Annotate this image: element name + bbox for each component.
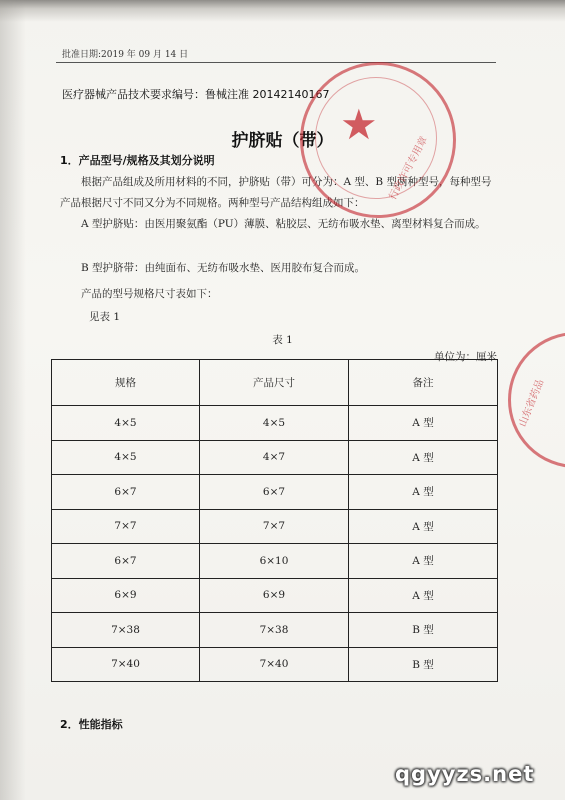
table-cell: A 型 bbox=[349, 440, 498, 475]
spec-table bbox=[51, 359, 498, 682]
table-cell: 6×9 bbox=[200, 578, 349, 613]
table-row bbox=[52, 613, 498, 648]
page-top-shadow bbox=[0, 0, 565, 22]
table-cell: 7×38 bbox=[52, 613, 200, 648]
table-cell: 4×7 bbox=[200, 440, 349, 475]
table-row bbox=[52, 509, 498, 544]
table-header-cell: 产品尺寸 bbox=[200, 360, 349, 406]
table-header-row bbox=[52, 360, 498, 406]
table-cell: A 型 bbox=[349, 406, 498, 441]
table-cell: 4×5 bbox=[200, 406, 349, 441]
table-cell: 7×38 bbox=[200, 613, 349, 648]
table-cell: 6×7 bbox=[200, 475, 349, 510]
table-row bbox=[52, 647, 498, 682]
section2-heading: 2．性能指标 bbox=[60, 718, 123, 731]
document-title: 护脐贴（带） bbox=[231, 131, 334, 151]
table-unit: 单位为：厘米 bbox=[434, 351, 497, 363]
table-cell: 4×5 bbox=[52, 440, 200, 475]
approval-date: 批准日期:2019 年 09 月 14 日 bbox=[62, 50, 189, 60]
stamp1-text: 行政许可专用章 bbox=[387, 134, 431, 202]
table-cell: A 型 bbox=[349, 544, 498, 579]
table-header-cell: 备注 bbox=[349, 360, 498, 406]
table-header-cell: 规格 bbox=[52, 360, 200, 406]
section1-para1: 根据产品组成及所用材料的不同，护脐贴（带）可分为：A 型、B 型两种型号，每种型号产品根据尺寸不同又分为不同规格。两种型号产品结构组成如下： bbox=[60, 176, 492, 209]
table-caption: 表 1 bbox=[272, 334, 293, 346]
table-cell: B 型 bbox=[349, 613, 498, 648]
table-row bbox=[52, 406, 498, 441]
spec-number: 医疗器械产品技术要求编号：鲁械注准 20142140167 bbox=[62, 88, 330, 101]
section1-sizes-line: 产品的型号规格尺寸表如下： bbox=[81, 288, 218, 300]
table-row bbox=[52, 475, 498, 510]
table-cell: 6×9 bbox=[52, 578, 200, 613]
table-row bbox=[52, 578, 498, 613]
section1-see-table: 见表 1 bbox=[89, 311, 121, 323]
table-cell: 7×7 bbox=[52, 509, 200, 544]
section1-para-a: A 型护脐贴：由医用聚氨酯（PU）薄膜、粘胶层、无纺布吸水垫、离型材料复合而成。 bbox=[81, 218, 486, 230]
table-cell: A 型 bbox=[349, 509, 498, 544]
stamp-star-icon: ★ bbox=[340, 100, 378, 149]
table-cell: 6×7 bbox=[52, 475, 200, 510]
official-stamp-top bbox=[300, 62, 456, 218]
table-cell: 4×5 bbox=[52, 406, 200, 441]
section1-heading: 1．产品型号/规格及其划分说明 bbox=[60, 154, 215, 167]
table-row bbox=[52, 544, 498, 579]
table-cell: 7×40 bbox=[200, 647, 349, 682]
table-cell: 6×7 bbox=[52, 544, 200, 579]
table-cell: 7×7 bbox=[200, 509, 349, 544]
table-cell: B 型 bbox=[349, 647, 498, 682]
page-side-shadow bbox=[0, 0, 26, 800]
header-divider bbox=[56, 62, 496, 63]
table-cell: A 型 bbox=[349, 578, 498, 613]
section1-para-b: B 型护脐带：由纯面布、无纺布吸水垫、医用胶布复合而成。 bbox=[81, 262, 366, 274]
table-cell: A 型 bbox=[349, 475, 498, 510]
table-cell: 7×40 bbox=[52, 647, 200, 682]
table-cell: 6×10 bbox=[200, 544, 349, 579]
table-row bbox=[52, 440, 498, 475]
stamp2-text: 山东省药品 bbox=[517, 378, 547, 429]
site-watermark: qgyyzs.net bbox=[395, 762, 535, 786]
